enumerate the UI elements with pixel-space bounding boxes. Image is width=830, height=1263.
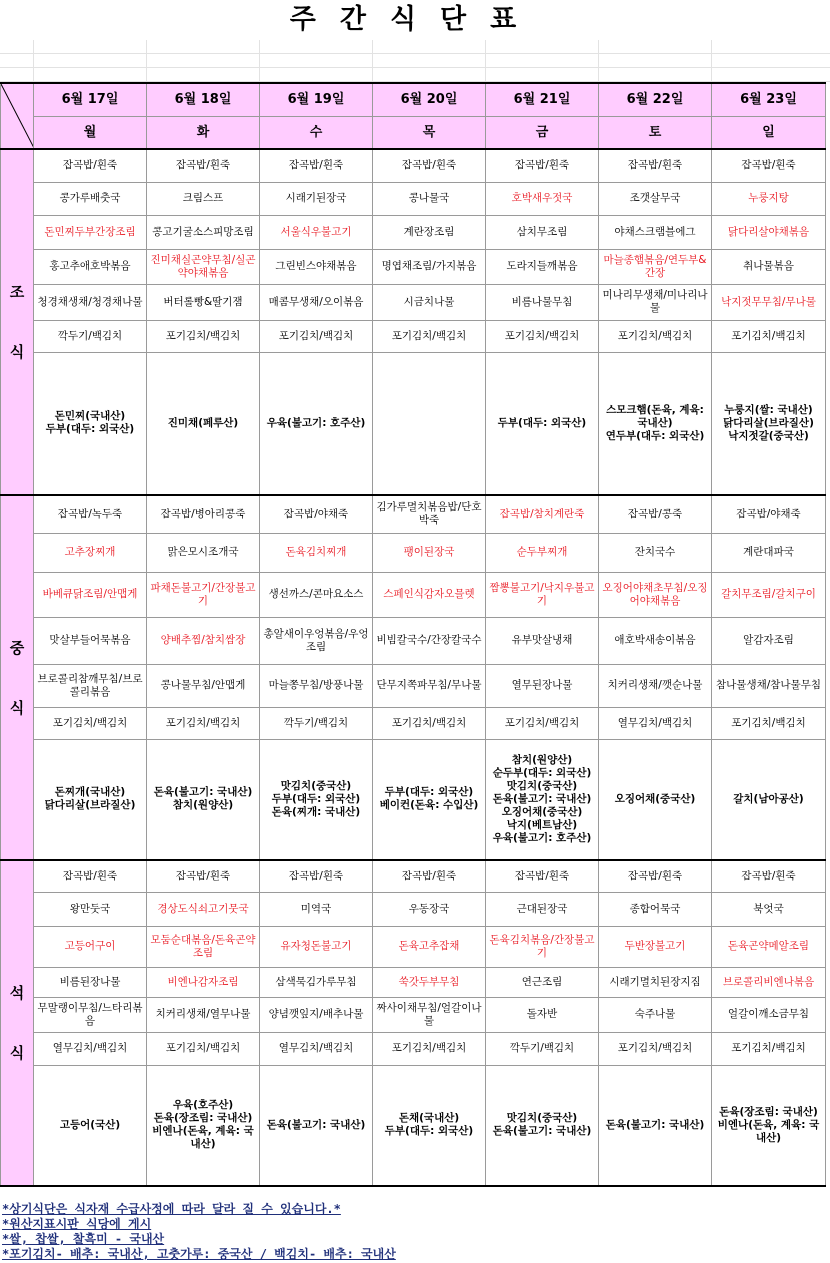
menu-item: 돈육김치찌개 xyxy=(260,533,373,572)
date-header: 6월 18일 xyxy=(147,83,260,116)
origin-info: 맛김치(중국산) 두부(대두: 외국산) 돈육(찌개: 국내산) xyxy=(260,739,373,860)
footnotes xyxy=(2,1202,396,1262)
date-header: 6월 17일 xyxy=(34,83,147,116)
menu-item: 생선까스/콘마요소스 xyxy=(260,572,373,617)
date-header: 6월 22일 xyxy=(599,83,712,116)
menu-item: 연근조림 xyxy=(486,967,599,997)
meal-label: 석 식 xyxy=(1,860,34,1186)
menu-item: 취나물볶음 xyxy=(712,249,826,284)
menu-item: 포기김치/백김치 xyxy=(712,320,826,352)
menu-item: 스페인식감자오믈렛 xyxy=(373,572,486,617)
menu-item: 낙지젓무무침/무나물 xyxy=(712,284,826,320)
menu-item: 포기김치/백김치 xyxy=(34,707,147,739)
menu-item: 포기김치/백김치 xyxy=(486,707,599,739)
menu-item: 팽이된장국 xyxy=(373,533,486,572)
menu-item: 크림스프 xyxy=(147,182,260,215)
menu-item: 잔치국수 xyxy=(599,533,712,572)
menu-item: 모둠순대볶음/돈육곤약조림 xyxy=(147,926,260,967)
menu-item: 미나리무생채/미나리나물 xyxy=(599,284,712,320)
footnote-line: *쌀, 찹쌀, 찰흑미 - 국내산 xyxy=(2,1232,165,1246)
origin-info: 오징어채(중국산) xyxy=(599,739,712,860)
menu-item: 애호박새송이볶음 xyxy=(599,617,712,664)
menu-item: 잡곡밥/흰죽 xyxy=(34,149,147,182)
menu-item: 계란장조림 xyxy=(373,215,486,249)
menu-item: 비빔칼국수/간장칼국수 xyxy=(373,617,486,664)
menu-item: 돌자반 xyxy=(486,997,599,1032)
menu-item: 참나물생채/참나물무침 xyxy=(712,664,826,707)
origin-info: 돈육(장조림: 국내산) 비엔나(돈육, 계육: 국내산) xyxy=(712,1065,826,1186)
menu-item: 포기김치/백김치 xyxy=(373,1032,486,1065)
menu-item: 도라지들깨볶음 xyxy=(486,249,599,284)
menu-item: 열무김치/백김치 xyxy=(34,1032,147,1065)
menu-item: 단무지쪽파무침/무나물 xyxy=(373,664,486,707)
menu-item: 버터롤빵&딸기잼 xyxy=(147,284,260,320)
menu-item: 바베큐닭조림/안맵게 xyxy=(34,572,147,617)
menu-item: 누룽지탕 xyxy=(712,182,826,215)
menu-item: 콩가루배춧국 xyxy=(34,182,147,215)
menu-item: 조갯살무국 xyxy=(599,182,712,215)
menu-item: 콩고기굴소스피망조림 xyxy=(147,215,260,249)
origin-info: 누룽지(쌀: 국내산) 닭다리살(브라질산) 낙지젓갈(중국산) xyxy=(712,352,826,495)
origin-info: 돈육(불고기: 국내산) xyxy=(260,1065,373,1186)
date-header: 6월 20일 xyxy=(373,83,486,116)
menu-item: 삼치무조림 xyxy=(486,215,599,249)
menu-item: 깍두기/백김치 xyxy=(34,320,147,352)
day-header: 화 xyxy=(147,116,260,149)
menu-item: 삼색묵김가루무침 xyxy=(260,967,373,997)
menu-item: 콩나물국 xyxy=(373,182,486,215)
meal-label: 중 식 xyxy=(1,495,34,860)
day-header: 수 xyxy=(260,116,373,149)
footnote-line: *원산지표시판 식당에 게시 xyxy=(2,1217,152,1231)
date-header: 6월 23일 xyxy=(712,83,826,116)
menu-item: 브로콜리참깨무침/브로콜리볶음 xyxy=(34,664,147,707)
menu-item: 우동장국 xyxy=(373,892,486,926)
menu-item: 시래기된장국 xyxy=(260,182,373,215)
menu-item: 비엔나감자조림 xyxy=(147,967,260,997)
menu-item: 열무김치/백김치 xyxy=(599,707,712,739)
origin-info: 스모크햄(돈육, 계육: 국내산) 연두부(대두: 외국산) xyxy=(599,352,712,495)
menu-item: 콩나물무침/안맵게 xyxy=(147,664,260,707)
menu-item: 마늘종햄볶음/연두부&간장 xyxy=(599,249,712,284)
menu-item: 비름된장나물 xyxy=(34,967,147,997)
menu-item: 맑은모시조개국 xyxy=(147,533,260,572)
menu-item: 고추장찌개 xyxy=(34,533,147,572)
day-header: 일 xyxy=(712,116,826,149)
menu-item: 비름나물무침 xyxy=(486,284,599,320)
origin-info: 돈육(불고기: 국내산) xyxy=(599,1065,712,1186)
page-title: 주간식단표 xyxy=(289,4,541,35)
menu-item: 숙주나물 xyxy=(599,997,712,1032)
menu-item: 포기김치/백김치 xyxy=(373,707,486,739)
menu-item: 열무김치/백김치 xyxy=(260,1032,373,1065)
menu-item: 잡곡밥/흰죽 xyxy=(373,860,486,892)
origin-info: 돈민찌(국내산) 두부(대두: 외국산) xyxy=(34,352,147,495)
menu-item: 깍두기/백김치 xyxy=(260,707,373,739)
menu-item: 포기김치/백김치 xyxy=(147,320,260,352)
day-header: 토 xyxy=(599,116,712,149)
footnote-line: *상기식단은 식자재 수급사정에 따라 달라 질 수 있습니다.* xyxy=(2,1202,341,1216)
menu-item: 양념깻잎지/배추나물 xyxy=(260,997,373,1032)
menu-item: 두반장불고기 xyxy=(599,926,712,967)
origin-info: 참치(원양산) 순두부(대두: 외국산) 맛김치(중국산) 돈육(불고기: 국내산) 오징어채(중국산) 낙지(베트남산) 우육(불고기: 호주산) xyxy=(486,739,599,860)
day-header: 금 xyxy=(486,116,599,149)
origin-info: 맛김치(중국산) 돈육(불고기: 국내산) xyxy=(486,1065,599,1186)
menu-item: 명엽채조림/가지볶음 xyxy=(373,249,486,284)
menu-item: 얼갈이깨소금무침 xyxy=(712,997,826,1032)
date-header: 6월 19일 xyxy=(260,83,373,116)
menu-item: 그린빈스야채볶음 xyxy=(260,249,373,284)
menu-item: 포기김치/백김치 xyxy=(486,320,599,352)
origin-info: 고등어(국산) xyxy=(34,1065,147,1186)
menu-item: 잡곡밥/흰죽 xyxy=(147,149,260,182)
menu-item: 김가루멸치볶음밥/단호박죽 xyxy=(373,495,486,533)
menu-item: 포기김치/백김치 xyxy=(260,320,373,352)
menu-item: 돈육곤약메알조림 xyxy=(712,926,826,967)
menu-item: 호박새우젓국 xyxy=(486,182,599,215)
day-header: 월 xyxy=(34,116,147,149)
menu-item: 북엇국 xyxy=(712,892,826,926)
menu-item: 유자청돈불고기 xyxy=(260,926,373,967)
menu-item: 순두부찌개 xyxy=(486,533,599,572)
menu-item: 오징어야채초무침/오징어야채볶음 xyxy=(599,572,712,617)
menu-item: 포기김치/백김치 xyxy=(712,1032,826,1065)
origin-info: 돈찌개(국내산) 닭다리살(브라질산) xyxy=(34,739,147,860)
menu-item: 종합어묵국 xyxy=(599,892,712,926)
menu-item: 포기김치/백김치 xyxy=(712,707,826,739)
menu-item: 잡곡밥/참치계란죽 xyxy=(486,495,599,533)
menu-item: 포기김치/백김치 xyxy=(147,707,260,739)
menu-item: 청경채생채/청경채나물 xyxy=(34,284,147,320)
day-header: 목 xyxy=(373,116,486,149)
menu-item: 잡곡밥/녹두죽 xyxy=(34,495,147,533)
origin-info xyxy=(373,352,486,495)
menu-item: 돈육김치볶음/간장불고기 xyxy=(486,926,599,967)
menu-item: 치커리생채/열무나물 xyxy=(147,997,260,1032)
origin-info: 우육(호주산) 돈육(장조림: 국내산) 비엔나(돈육, 계육: 국내산) xyxy=(147,1065,260,1186)
menu-item: 잡곡밥/흰죽 xyxy=(712,149,826,182)
menu-item: 잡곡밥/흰죽 xyxy=(147,860,260,892)
menu-item: 파채돈불고기/간장불고기 xyxy=(147,572,260,617)
menu-item: 경상도식쇠고기뭇국 xyxy=(147,892,260,926)
menu-item: 마늘쫑무침/방풍나물 xyxy=(260,664,373,707)
origin-info: 갈치(남아공산) xyxy=(712,739,826,860)
origin-info: 진미채(페루산) xyxy=(147,352,260,495)
menu-item: 치커리생채/깻순나물 xyxy=(599,664,712,707)
menu-item: 서울식우불고기 xyxy=(260,215,373,249)
menu-item: 포기김치/백김치 xyxy=(373,320,486,352)
menu-item: 잡곡밥/야채죽 xyxy=(260,495,373,533)
origin-info: 두부(대두: 외국산) xyxy=(486,352,599,495)
menu-item: 포기김치/백김치 xyxy=(599,320,712,352)
menu-item: 잡곡밥/야채죽 xyxy=(712,495,826,533)
menu-item: 포기김치/백김치 xyxy=(147,1032,260,1065)
menu-item: 매콤무생채/오이볶음 xyxy=(260,284,373,320)
menu-item: 쑥갓두부무침 xyxy=(373,967,486,997)
menu-item: 유부맛살냉채 xyxy=(486,617,599,664)
menu-item: 열무된장나물 xyxy=(486,664,599,707)
menu-item: 홍고추애호박볶음 xyxy=(34,249,147,284)
origin-info: 두부(대두: 외국산) 베이컨(돈육: 수입산) xyxy=(373,739,486,860)
menu-item: 잡곡밥/병아리콩죽 xyxy=(147,495,260,533)
menu-item: 갈치무조림/갈치구이 xyxy=(712,572,826,617)
menu-item: 맛살부들어묵볶음 xyxy=(34,617,147,664)
menu-item: 짬뽕불고기/낙지우불고기 xyxy=(486,572,599,617)
menu-item: 잡곡밥/콩죽 xyxy=(599,495,712,533)
menu-item: 잡곡밥/흰죽 xyxy=(34,860,147,892)
origin-info: 우육(불고기: 호주산) xyxy=(260,352,373,495)
menu-item: 시금치나물 xyxy=(373,284,486,320)
menu-item: 진미채실곤약무침/실곤약야채볶음 xyxy=(147,249,260,284)
menu-item: 야채스크램블에그 xyxy=(599,215,712,249)
menu-item: 잡곡밥/흰죽 xyxy=(260,149,373,182)
menu-item: 잡곡밥/흰죽 xyxy=(486,149,599,182)
menu-table xyxy=(0,82,826,1187)
menu-item: 잡곡밥/흰죽 xyxy=(260,860,373,892)
menu-item: 돈민찌두부간장조림 xyxy=(34,215,147,249)
origin-info: 돈육(불고기: 국내산) 참치(원양산) xyxy=(147,739,260,860)
spreadsheet-blank-rows xyxy=(0,40,830,82)
menu-item: 브로콜리비엔나볶음 xyxy=(712,967,826,997)
meal-label: 조 식 xyxy=(1,149,34,495)
menu-item: 시래기멸치된장지짐 xyxy=(599,967,712,997)
menu-item: 깍두기/백김치 xyxy=(486,1032,599,1065)
menu-item: 왕만둣국 xyxy=(34,892,147,926)
menu-item: 고등어구이 xyxy=(34,926,147,967)
menu-item: 근대된장국 xyxy=(486,892,599,926)
menu-item: 알감자조림 xyxy=(712,617,826,664)
menu-item: 돈육고추잡채 xyxy=(373,926,486,967)
menu-item: 포기김치/백김치 xyxy=(599,1032,712,1065)
footnote-line: *포기김치- 배추: 국내산, 고춧가루: 중국산 / 백김치- 배추: 국내산 xyxy=(2,1247,396,1261)
menu-item: 계란대파국 xyxy=(712,533,826,572)
menu-item: 잡곡밥/흰죽 xyxy=(486,860,599,892)
menu-item: 총알새이우엉볶음/우엉조림 xyxy=(260,617,373,664)
menu-item: 잡곡밥/흰죽 xyxy=(599,149,712,182)
header-corner xyxy=(1,83,34,149)
menu-item: 잡곡밥/흰죽 xyxy=(712,860,826,892)
menu-item: 잡곡밥/흰죽 xyxy=(373,149,486,182)
menu-item: 닭다리살야채볶음 xyxy=(712,215,826,249)
menu-item: 잡곡밥/흰죽 xyxy=(599,860,712,892)
menu-item: 양배추찜/참치쌈장 xyxy=(147,617,260,664)
menu-item: 짜사이채무침/얼갈이나물 xyxy=(373,997,486,1032)
menu-item: 무말랭이무침/느타리볶음 xyxy=(34,997,147,1032)
origin-info: 돈채(국내산) 두부(대두: 외국산) xyxy=(373,1065,486,1186)
date-header: 6월 21일 xyxy=(486,83,599,116)
menu-item: 미역국 xyxy=(260,892,373,926)
